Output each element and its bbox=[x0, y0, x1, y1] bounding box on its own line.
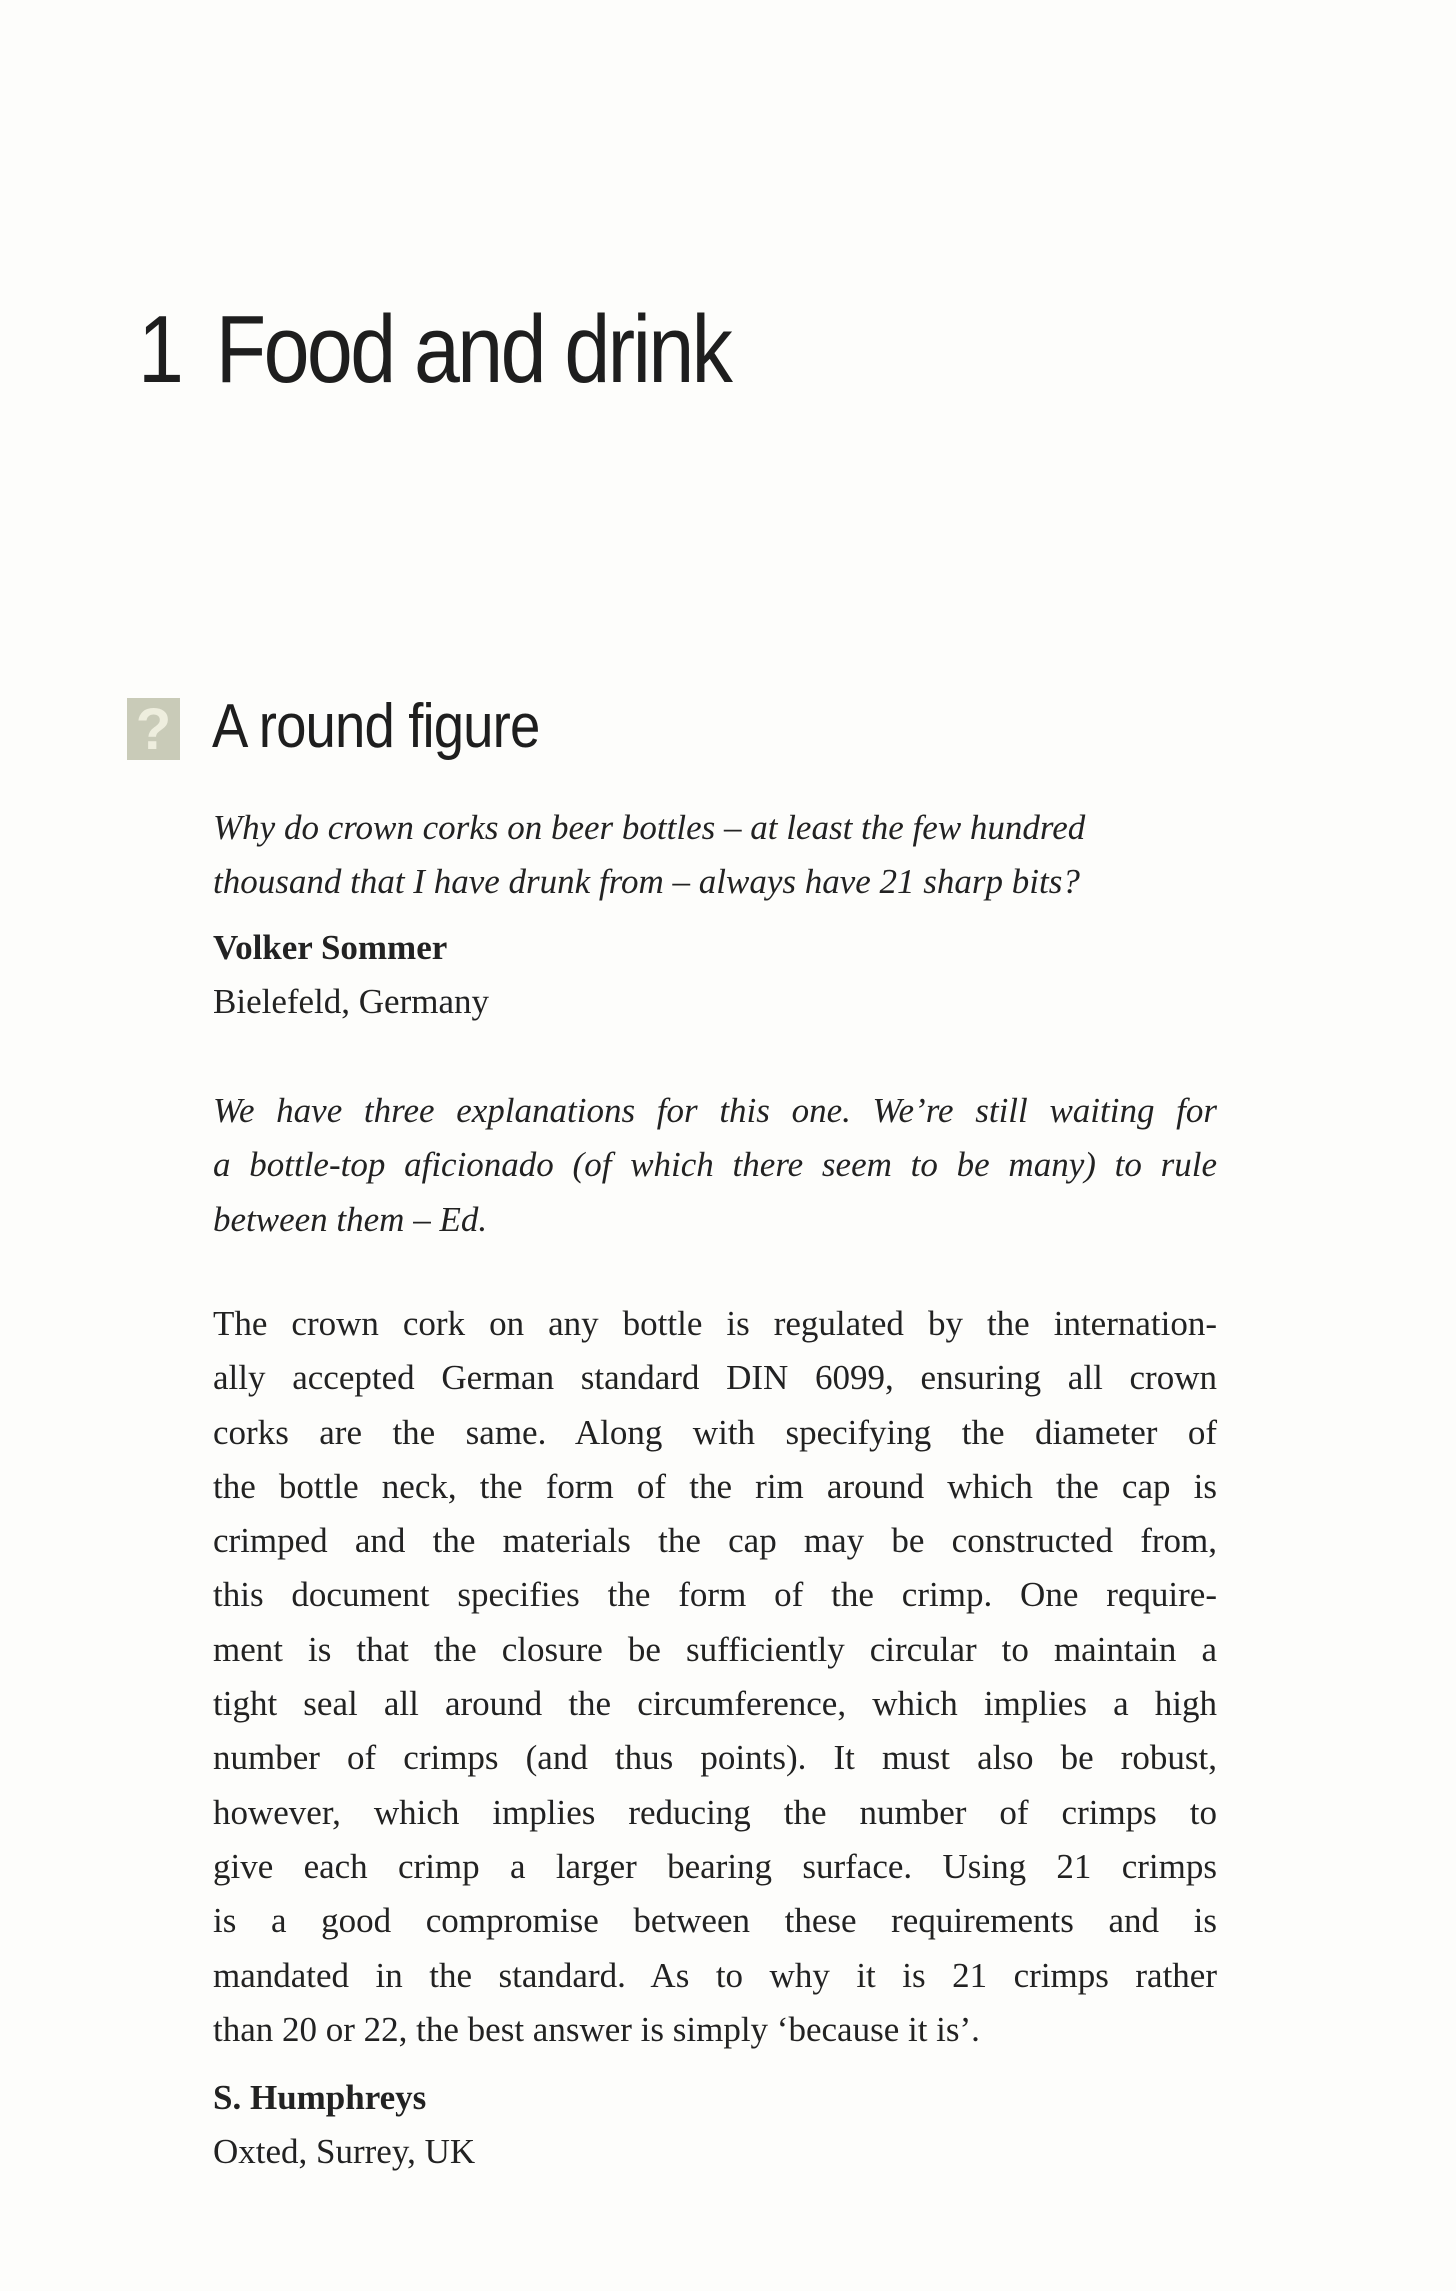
answer-line: The crown cork on any bottle is regulated by the internation- bbox=[213, 1304, 1217, 1343]
question-attribution bbox=[213, 921, 1217, 1030]
question-author: Volker Sommer bbox=[213, 928, 448, 967]
section-title: A round figure bbox=[212, 692, 540, 761]
answer-line: number of crimps (and thus points). It must also be robust, bbox=[213, 1738, 1217, 1778]
answer-line: corks are the same. Along with specifying the diameter of bbox=[213, 1412, 1217, 1452]
answer-line: than 20 or 22, the best answer is simply ‘because it is’. bbox=[213, 2009, 980, 2049]
answer-text bbox=[213, 1297, 1217, 2057]
question-line: thousand that I have drunk from – always have 21 sharp bits? bbox=[213, 862, 1080, 902]
editor-note-line: between them – Ed. bbox=[213, 1199, 488, 1239]
question-mark-icon: ? bbox=[127, 698, 180, 760]
answer-line: crimped and the materials the cap may be constructed from, bbox=[213, 1521, 1217, 1561]
answer-line: tight seal all around the circumference, which implies a high bbox=[213, 1684, 1217, 1724]
question-location: Bielefeld, Germany bbox=[213, 982, 490, 1022]
chapter-title bbox=[138, 296, 731, 403]
answer-attribution bbox=[213, 2071, 1217, 2180]
question-line: Why do crown corks on beer bottles – at least the few hundred bbox=[213, 808, 1086, 847]
question-text bbox=[213, 801, 1217, 910]
editor-note-line: We have three explanations for this one. We’re still waiting for bbox=[213, 1091, 1217, 1130]
chapter-number: 1 bbox=[138, 296, 182, 403]
answer-line: the bottle neck, the form of the rim around which the cap is bbox=[213, 1466, 1217, 1506]
answer-line: give each crimp a larger bearing surface. Using 21 crimps bbox=[213, 1846, 1217, 1886]
answer-line: mandated in the standard. As to why it is 21 crimps rather bbox=[213, 1955, 1217, 1995]
answer-line: is a good compromise between these requirements and is bbox=[213, 1901, 1217, 1941]
answer-line: ment is that the closure be sufficiently circular to maintain a bbox=[213, 1629, 1217, 1669]
answer-author: S. Humphreys bbox=[213, 2078, 427, 2117]
editor-note bbox=[213, 1084, 1217, 1247]
chapter-title-text: Food and drink bbox=[215, 296, 731, 403]
editor-note-line: a bottle-top aficionado (of which there seem to be many) to rule bbox=[213, 1145, 1217, 1185]
answer-location: Oxted, Surrey, UK bbox=[213, 2132, 476, 2172]
answer-line: however, which implies reducing the number of crimps to bbox=[213, 1792, 1217, 1832]
answer-line: ally accepted German standard DIN 6099, ensuring all crown bbox=[213, 1358, 1217, 1398]
answer-line: this document specifies the form of the crimp. One require- bbox=[213, 1575, 1217, 1615]
